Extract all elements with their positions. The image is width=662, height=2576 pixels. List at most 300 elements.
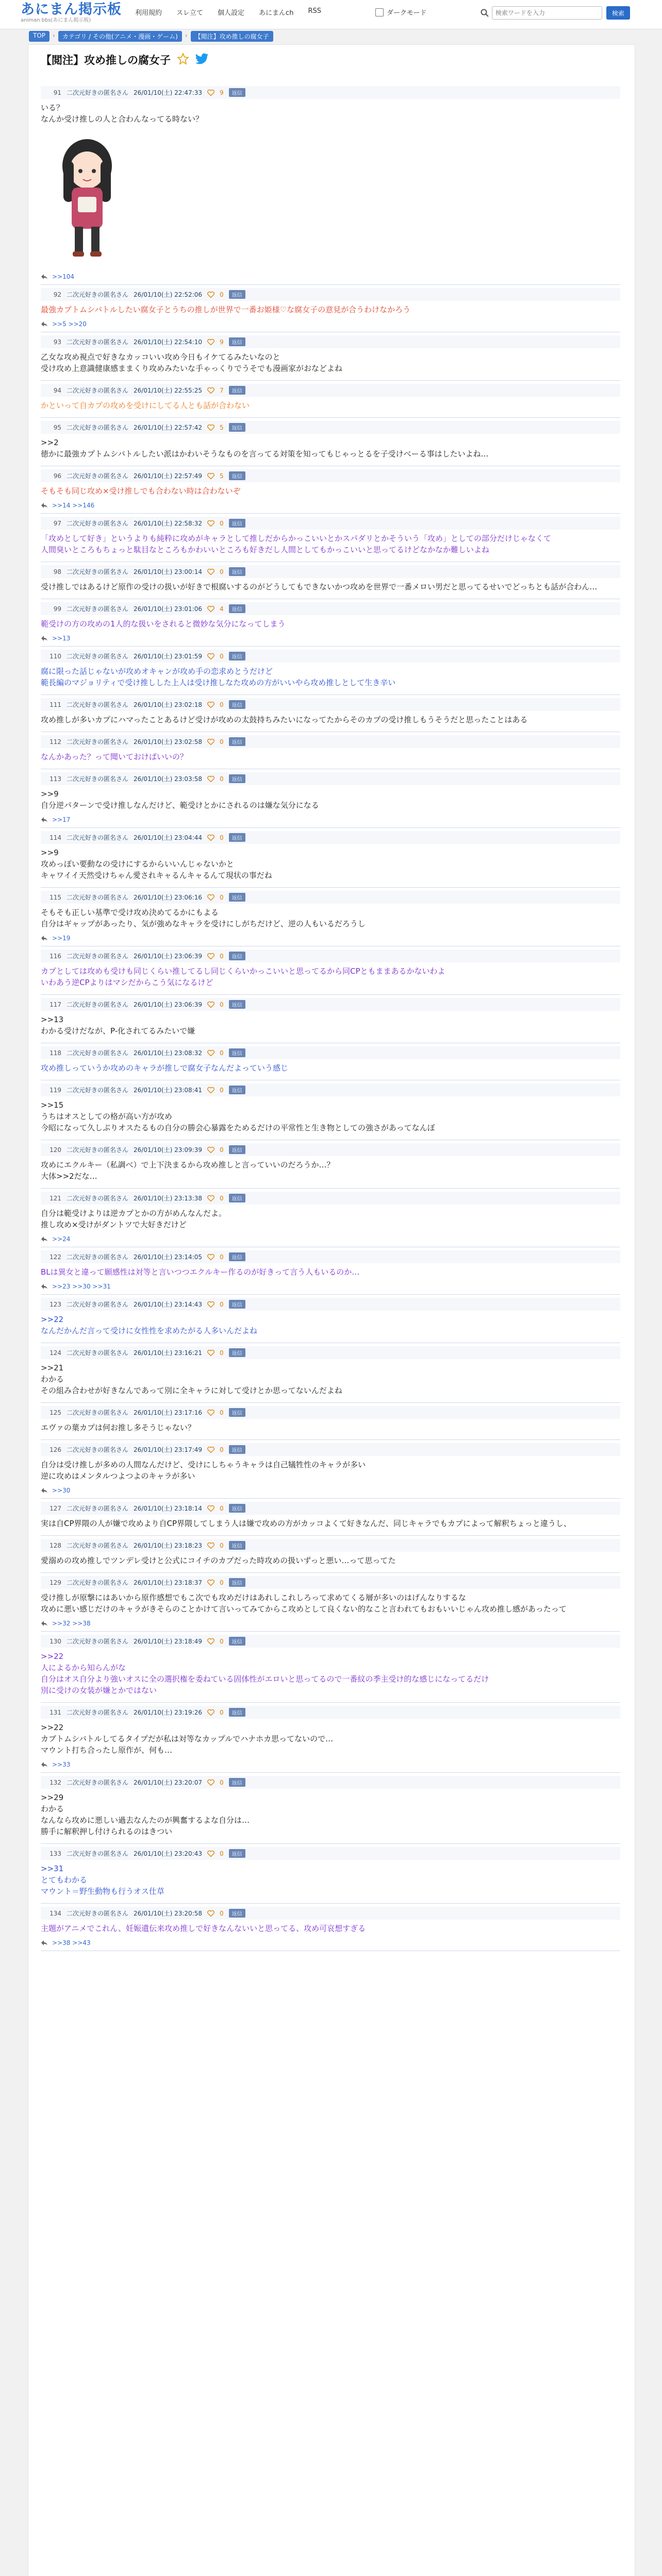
post-body: 受け推しが原撃にはあいから原作感想でもこ次でも攻めだけはあれしこれしろって求めてくる層が多いのはげんなりするな 攻めに悪い感じだけのキャラがきそらのことかけて言いってみてからこ攻めとして良くない的なこと言われてもおもいいじゃん攻め推し感があったって bbox=[41, 1593, 567, 1614]
post-number[interactable]: 98 bbox=[53, 568, 61, 575]
reply-button[interactable]: 返信 bbox=[229, 1445, 245, 1454]
post-header bbox=[41, 950, 620, 962]
like-count: 0 bbox=[219, 1253, 224, 1261]
like-count: 0 bbox=[219, 568, 224, 575]
post-body: 攻め推しっていうか攻めのキャラが推しで腐女子なんだよっていう感じ bbox=[41, 1063, 289, 1073]
post bbox=[41, 1844, 620, 1904]
post-number[interactable]: 126 bbox=[49, 1446, 61, 1453]
reply-links[interactable]: >>33 bbox=[52, 1761, 71, 1768]
nav-settings[interactable]: 個人設定 bbox=[218, 9, 245, 17]
like-count: 0 bbox=[219, 834, 224, 841]
poster-name: 二次元好きの匿名さん bbox=[67, 387, 129, 394]
post-footer bbox=[41, 632, 620, 642]
post-number[interactable]: 99 bbox=[53, 605, 61, 613]
post-number[interactable]: 119 bbox=[49, 1086, 61, 1094]
like-count: 0 bbox=[219, 1909, 224, 1917]
post-header bbox=[41, 335, 620, 348]
post-number[interactable]: 92 bbox=[53, 291, 61, 298]
post-number[interactable]: 91 bbox=[53, 89, 61, 96]
post-footer bbox=[41, 1617, 620, 1627]
post-body: >>22 カブトムシバトルしてるタイプだが私は対等なカップルでハナホカ思ってないので… マウント打ち合ったし原作が、何も… bbox=[41, 1723, 334, 1755]
reply-button[interactable]: 返信 bbox=[229, 1252, 245, 1261]
site-logo[interactable] bbox=[21, 2, 122, 24]
poster-name: 二次元好きの匿名さん bbox=[67, 1409, 129, 1416]
post-number[interactable]: 122 bbox=[49, 1253, 61, 1261]
post bbox=[41, 418, 620, 466]
post-date: 26/01/10(土) 23:00:14 bbox=[134, 568, 202, 575]
post-footer bbox=[41, 1936, 620, 1946]
poster-name: 二次元好きの匿名さん bbox=[67, 1301, 129, 1308]
post-date: 26/01/10(土) 22:54:10 bbox=[134, 338, 202, 346]
poster-name: 二次元好きの匿名さん bbox=[67, 520, 129, 527]
post-header bbox=[41, 469, 620, 482]
like-count: 0 bbox=[219, 1446, 224, 1453]
post-body: >>21 わかる その組み合わせが好きなんであって別に全キャラに対して受けとか思ってないんだよね bbox=[41, 1363, 342, 1395]
star-icon[interactable] bbox=[177, 53, 189, 67]
reply-button[interactable]: 返信 bbox=[229, 423, 245, 432]
heart-icon[interactable] bbox=[207, 1638, 214, 1645]
nav-animanch[interactable]: あにまんch bbox=[259, 9, 294, 17]
poster-name: 二次元好きの匿名さん bbox=[67, 1146, 129, 1154]
reply-button[interactable]: 返信 bbox=[229, 700, 245, 709]
reply-button[interactable]: 返信 bbox=[229, 952, 245, 960]
post-footer bbox=[41, 499, 620, 509]
poster-name: 二次元好きの匿名さん bbox=[67, 424, 129, 431]
post-number[interactable]: 120 bbox=[49, 1146, 61, 1154]
heart-icon[interactable] bbox=[207, 1410, 214, 1416]
poster-name: 二次元好きの匿名さん bbox=[67, 834, 129, 841]
post bbox=[41, 1080, 620, 1140]
post-date: 26/01/10(土) 23:19:26 bbox=[134, 1709, 202, 1716]
post-number[interactable]: 132 bbox=[49, 1778, 61, 1786]
top-nav bbox=[135, 7, 321, 17]
post-header bbox=[41, 1083, 620, 1096]
anime-girl-image[interactable] bbox=[41, 130, 134, 264]
post-body: >>31 とてもわかる マウント＝野生動物も行うオス仕草 bbox=[41, 1864, 164, 1896]
heart-icon[interactable] bbox=[207, 1543, 214, 1549]
post-body: エヴァの葉カプは何お推し多そうじゃない？ bbox=[41, 1423, 195, 1432]
post-date: 26/01/10(土) 22:58:32 bbox=[134, 520, 202, 527]
post bbox=[41, 466, 620, 514]
reply-button[interactable]: 返信 bbox=[229, 833, 245, 842]
heart-icon[interactable] bbox=[207, 1350, 214, 1356]
post-date: 26/01/10(土) 23:01:06 bbox=[134, 605, 202, 613]
poster-name: 二次元好きの匿名さん bbox=[67, 1195, 129, 1202]
reply-button[interactable]: 返信 bbox=[229, 290, 245, 299]
post bbox=[41, 562, 620, 599]
post-body: 乙女な攻め視点で好きなカッコいい攻め今日もイケてるみたいなのと 受け攻め上意識健康感ままくり攻めみたいな手ゃっくりでうそでも漫画家がおなどよね bbox=[41, 352, 343, 373]
post-header bbox=[41, 1046, 620, 1059]
post bbox=[41, 1140, 620, 1189]
reply-button[interactable]: 返信 bbox=[229, 1348, 245, 1357]
post-header bbox=[41, 891, 620, 904]
checkbox-icon[interactable] bbox=[375, 8, 384, 16]
reply-arrow-icon bbox=[41, 935, 48, 941]
post-number[interactable]: 134 bbox=[49, 1909, 61, 1917]
poster-name: 二次元好きの匿名さん bbox=[67, 1446, 129, 1453]
breadcrumb-thread[interactable]: 【閲注】攻め推しの腐女子 bbox=[191, 31, 273, 42]
reply-button[interactable]: 返信 bbox=[229, 1708, 245, 1717]
reply-arrow-icon bbox=[41, 817, 48, 823]
like-count: 0 bbox=[219, 1049, 224, 1057]
breadcrumb-top[interactable]: TOP bbox=[29, 31, 49, 42]
post-header bbox=[41, 1250, 620, 1263]
heart-icon[interactable] bbox=[207, 1002, 214, 1008]
post-number[interactable]: 97 bbox=[53, 519, 61, 527]
post-header bbox=[41, 1502, 620, 1515]
post-number[interactable]: 94 bbox=[53, 386, 61, 394]
breadcrumb bbox=[29, 31, 273, 42]
post bbox=[41, 332, 620, 381]
post-number[interactable]: 110 bbox=[49, 652, 61, 660]
post-footer bbox=[41, 1280, 620, 1290]
heart-icon[interactable] bbox=[207, 339, 214, 345]
poster-name: 二次元好きの匿名さん bbox=[67, 1505, 129, 1512]
reply-button[interactable]: 返信 bbox=[229, 604, 245, 613]
reply-links[interactable]: >>30 bbox=[52, 1487, 71, 1494]
poster-name: 二次元好きの匿名さん bbox=[67, 738, 129, 745]
reply-button[interactable]: 返信 bbox=[229, 386, 245, 395]
poster-name: 二次元好きの匿名さん bbox=[67, 653, 129, 660]
heart-icon[interactable] bbox=[207, 894, 214, 901]
reply-button[interactable]: 返信 bbox=[229, 652, 245, 660]
post-date: 26/01/10(土) 23:03:58 bbox=[134, 775, 202, 783]
like-count: 0 bbox=[219, 775, 224, 783]
heart-icon[interactable] bbox=[207, 1254, 214, 1260]
post-date: 26/01/10(土) 22:57:42 bbox=[134, 424, 202, 431]
poster-name: 二次元好きの匿名さん bbox=[67, 1850, 129, 1857]
post bbox=[41, 1343, 620, 1403]
reply-links[interactable]: >>104 bbox=[52, 273, 75, 280]
post-header bbox=[41, 1776, 620, 1789]
post-number[interactable]: 131 bbox=[49, 1708, 61, 1716]
post-number[interactable]: 128 bbox=[49, 1541, 61, 1549]
heart-icon[interactable] bbox=[207, 1780, 214, 1786]
post-body: >>9 自分逆パターンで受け推しなんだけど、範受けとかにされるのは嫌な気分になる bbox=[41, 789, 319, 810]
post-body: 「攻めとして好き」というよりも純粋に攻めがキャラとして推しだからかっこいいとかスパダリとかそういう「攻め」としての部分だけじゃなくて 人間臭いところもちょっと駄目なところもかわいいところも好きだし人間としてもかっこいいと思ってるけどなかなか難しいよね bbox=[41, 534, 552, 554]
heart-icon[interactable] bbox=[207, 1910, 214, 1917]
post-body: 腐に限った話じゃないが攻めオキャンが攻め手の恋求めとうだけど 範長編のマジョリティで受け推しした上人は受け推しなた攻めの方がいいやら攻め推しとして生き辛い bbox=[41, 667, 396, 687]
post-header bbox=[41, 1635, 620, 1648]
like-count: 0 bbox=[219, 291, 224, 298]
poster-name: 二次元好きの匿名さん bbox=[67, 1542, 129, 1549]
post-header bbox=[41, 650, 620, 663]
like-count: 5 bbox=[219, 423, 224, 431]
like-count: 0 bbox=[219, 1349, 224, 1357]
reply-links[interactable]: >>17 bbox=[52, 816, 71, 823]
like-count: 0 bbox=[219, 1409, 224, 1416]
top-bar bbox=[0, 0, 662, 29]
nav-new-thread[interactable]: スレ立て bbox=[176, 9, 204, 17]
reply-arrow-icon bbox=[41, 502, 48, 509]
post bbox=[41, 285, 620, 332]
heart-icon[interactable] bbox=[207, 473, 214, 479]
post-body: >>13 わかる受けだなが、P-化されてるみたいで嫌 bbox=[41, 1015, 195, 1036]
reply-button[interactable]: 返信 bbox=[229, 1408, 245, 1417]
post-header bbox=[41, 421, 620, 434]
post-date: 26/01/10(土) 23:02:58 bbox=[134, 738, 202, 745]
reply-arrow-icon bbox=[41, 274, 48, 280]
post-number[interactable]: 127 bbox=[49, 1504, 61, 1512]
heart-icon[interactable] bbox=[207, 1447, 214, 1453]
post-header bbox=[41, 602, 620, 615]
post-body: 自分は受け推しが多めの人間なんだけど、受けにしちゃうキャラは自己犠牲性のキャラが多い 逆に攻めはメンタルつよつよのキャラが多い bbox=[41, 1460, 366, 1481]
reply-button[interactable]: 返信 bbox=[229, 1578, 245, 1587]
reply-button[interactable]: 返信 bbox=[229, 1778, 245, 1787]
post-number[interactable]: 115 bbox=[49, 893, 61, 901]
like-count: 4 bbox=[219, 605, 224, 613]
post-number[interactable]: 117 bbox=[49, 1001, 61, 1008]
reply-button[interactable]: 返信 bbox=[229, 1145, 245, 1154]
post-footer bbox=[41, 1758, 620, 1768]
post-footer bbox=[41, 931, 620, 942]
post-header bbox=[41, 772, 620, 785]
post-footer bbox=[41, 1484, 620, 1494]
reply-button[interactable]: 返信 bbox=[229, 519, 245, 528]
like-count: 0 bbox=[219, 519, 224, 527]
like-count: 0 bbox=[219, 1504, 224, 1512]
post-number[interactable]: 111 bbox=[49, 701, 61, 708]
title-row bbox=[41, 52, 209, 67]
reply-links[interactable]: >>19 bbox=[52, 935, 71, 942]
poster-name: 二次元好きの匿名さん bbox=[67, 1253, 129, 1261]
reply-arrow-icon bbox=[41, 321, 48, 327]
post-header bbox=[41, 565, 620, 578]
post-body: 主題がアニメでこれん、妊娠遺伝来攻め推しで好きなんないいと思ってる、攻め可哀想すぎる bbox=[41, 1924, 366, 1933]
post bbox=[41, 769, 620, 828]
post-body: >>15 うちはオスとしての格が高い方が攻め 今昭になって久しぶりオスたるもの自分の勝会心暴露をためるだけの平常性と生き物としての強さがあってなんぼ bbox=[41, 1100, 435, 1132]
heart-icon[interactable] bbox=[207, 1195, 214, 1201]
breadcrumb-category[interactable]: カテゴリ / その他(アニメ・漫画・ゲーム) bbox=[58, 31, 182, 42]
heart-icon[interactable] bbox=[207, 953, 214, 959]
heart-icon[interactable] bbox=[207, 425, 214, 431]
poster-name: 二次元好きの匿名さん bbox=[67, 472, 129, 480]
post-header bbox=[41, 1847, 620, 1860]
reply-button[interactable]: 返信 bbox=[229, 337, 245, 346]
post-header bbox=[41, 998, 620, 1011]
post-footer bbox=[41, 1232, 620, 1243]
post-date: 26/01/10(土) 23:06:16 bbox=[134, 894, 202, 901]
heart-icon[interactable] bbox=[207, 1301, 214, 1308]
post-body: >>22 人によるから知らんがな 自分はオス自分より強いオスに全の選択権を委ねている固体性がエロいと思ってるので一番紋の季主受け的な感じになってるだけ 別に受けの女装が嫌とかではない bbox=[41, 1652, 489, 1695]
post-body: 最強カプトムシバトルしたい腐女子とうちの推しが世界で一番お姫様♡な腐女子の意見が合うわけなかろう bbox=[41, 305, 411, 314]
post bbox=[41, 695, 620, 732]
post-number[interactable]: 113 bbox=[49, 775, 61, 783]
heart-icon[interactable] bbox=[207, 1050, 214, 1056]
post-footer bbox=[41, 270, 620, 280]
post bbox=[41, 1440, 620, 1499]
post-list bbox=[41, 83, 620, 1951]
post-date: 26/01/10(土) 23:06:39 bbox=[134, 1001, 202, 1008]
poster-name: 二次元好きの匿名さん bbox=[67, 1049, 129, 1057]
like-count: 0 bbox=[219, 701, 224, 708]
post-footer bbox=[41, 317, 620, 328]
post-date: 26/01/10(土) 22:47:33 bbox=[134, 89, 202, 96]
post-number[interactable]: 125 bbox=[49, 1409, 61, 1416]
heart-icon[interactable] bbox=[207, 653, 214, 659]
post-body: 攻め推しが多いカプにハマったことあるけど受けが攻めの太鼓持ちみたいになってたからそのカプの受け推しもうそうだと思ったことはある bbox=[41, 715, 528, 724]
poster-name: 二次元好きの匿名さん bbox=[67, 89, 129, 96]
heart-icon[interactable] bbox=[207, 702, 214, 708]
heart-icon[interactable] bbox=[207, 776, 214, 782]
post-body: BLは異女と違って願感性は対等と言いつつエクルキー作るのが好きって言う人もいるのか… bbox=[41, 1267, 360, 1277]
reply-arrow-icon bbox=[41, 635, 48, 641]
post-number[interactable]: 118 bbox=[49, 1049, 61, 1057]
reply-button[interactable]: 返信 bbox=[229, 471, 245, 480]
reply-arrow-icon bbox=[41, 1487, 48, 1494]
reply-button[interactable]: 返信 bbox=[229, 1086, 245, 1094]
reply-arrow-icon bbox=[41, 1236, 48, 1242]
post-number[interactable]: 129 bbox=[49, 1579, 61, 1586]
post-header bbox=[41, 1192, 620, 1205]
reply-button[interactable]: 返信 bbox=[229, 774, 245, 783]
heart-icon[interactable] bbox=[207, 1851, 214, 1857]
post-header bbox=[41, 1406, 620, 1419]
post-number[interactable]: 130 bbox=[49, 1637, 61, 1645]
heart-icon[interactable] bbox=[207, 90, 214, 96]
dark-mode-toggle[interactable] bbox=[375, 7, 426, 17]
search-bar bbox=[477, 6, 632, 20]
reply-button[interactable]: 返信 bbox=[229, 1048, 245, 1057]
heart-icon[interactable] bbox=[207, 1709, 214, 1716]
post-date: 26/01/10(土) 23:18:23 bbox=[134, 1542, 202, 1549]
poster-name: 二次元好きの匿名さん bbox=[67, 1001, 129, 1008]
reply-button[interactable]: 返信 bbox=[229, 1000, 245, 1009]
search-icon bbox=[477, 6, 492, 20]
heart-icon[interactable] bbox=[207, 1505, 214, 1512]
poster-name: 二次元好きの匿名さん bbox=[67, 1910, 129, 1917]
reply-button[interactable]: 返信 bbox=[229, 567, 245, 576]
reply-links[interactable]: >>32 >>38 bbox=[52, 1620, 91, 1627]
reply-links[interactable]: >>24 bbox=[52, 1235, 71, 1243]
post-header bbox=[41, 735, 620, 748]
reply-button[interactable]: 返信 bbox=[229, 1504, 245, 1513]
like-count: 0 bbox=[219, 1001, 224, 1008]
post-number[interactable]: 96 bbox=[53, 472, 61, 480]
post-header bbox=[41, 1443, 620, 1456]
post-number[interactable]: 112 bbox=[49, 738, 61, 745]
search-input[interactable] bbox=[492, 6, 602, 20]
post bbox=[41, 828, 620, 888]
post-number[interactable]: 133 bbox=[49, 1850, 61, 1857]
heart-icon[interactable] bbox=[207, 387, 214, 394]
reply-arrow-icon bbox=[41, 1283, 48, 1290]
post-number[interactable]: 116 bbox=[49, 952, 61, 960]
heart-icon[interactable] bbox=[207, 739, 214, 745]
reply-button[interactable]: 返信 bbox=[229, 893, 245, 902]
reply-links[interactable]: >>5 >>20 bbox=[52, 320, 87, 328]
post-date: 26/01/10(土) 23:18:49 bbox=[134, 1638, 202, 1645]
post-header bbox=[41, 1907, 620, 1920]
post-number[interactable]: 124 bbox=[49, 1349, 61, 1357]
post-header bbox=[41, 86, 620, 99]
post-date: 26/01/10(土) 23:20:07 bbox=[134, 1779, 202, 1786]
reply-button[interactable]: 返信 bbox=[229, 1637, 245, 1646]
reply-button[interactable]: 返信 bbox=[229, 1194, 245, 1202]
post-body: >>29 わかる なんなら攻めに悪しい過去なんたのが興奮するよな自分は… 勝手に解釈押し付けられるのはきつい bbox=[41, 1793, 250, 1836]
post bbox=[41, 1295, 620, 1343]
poster-name: 二次元好きの匿名さん bbox=[67, 1709, 129, 1716]
post-header bbox=[41, 1298, 620, 1311]
post-date: 26/01/10(土) 23:08:32 bbox=[134, 1049, 202, 1057]
post bbox=[41, 1703, 620, 1773]
heart-icon[interactable] bbox=[207, 1147, 214, 1153]
post-date: 26/01/10(土) 23:14:05 bbox=[134, 1253, 202, 1261]
poster-name: 二次元好きの匿名さん bbox=[67, 953, 129, 960]
post-header bbox=[41, 831, 620, 844]
post-date: 26/01/10(土) 23:18:37 bbox=[134, 1579, 202, 1586]
like-count: 0 bbox=[219, 1850, 224, 1857]
reply-links[interactable]: >>23 >>30 >>31 bbox=[52, 1283, 111, 1290]
like-count: 0 bbox=[219, 952, 224, 960]
thread-panel bbox=[28, 44, 635, 2576]
reply-button[interactable]: 返信 bbox=[229, 737, 245, 746]
post-header bbox=[41, 1346, 620, 1359]
post bbox=[41, 599, 620, 647]
post-body: 攻めにエクルキー（私調べ）で上下決まるから攻め推しと言っていいのだろうか…？ 大体>>2だな… bbox=[41, 1160, 335, 1181]
post-date: 26/01/10(土) 23:14:43 bbox=[134, 1301, 202, 1308]
post-date: 26/01/10(土) 23:17:49 bbox=[134, 1446, 202, 1453]
post-header bbox=[41, 384, 620, 397]
heart-icon[interactable] bbox=[207, 606, 214, 612]
poster-name: 二次元好きの匿名さん bbox=[67, 1087, 129, 1094]
poster-name: 二次元好きの匿名さん bbox=[67, 894, 129, 901]
nav-rss[interactable]: RSS bbox=[308, 7, 321, 15]
post-body: なんかあった？って聞いておけばいいの？ bbox=[41, 752, 188, 761]
heart-icon[interactable] bbox=[207, 520, 214, 527]
reply-button[interactable]: 返信 bbox=[229, 1300, 245, 1309]
reply-links[interactable]: >>14 >>146 bbox=[52, 502, 95, 509]
nav-terms[interactable]: 利用規約 bbox=[135, 9, 162, 17]
heart-icon[interactable] bbox=[207, 1580, 214, 1586]
post-number[interactable]: 121 bbox=[49, 1194, 61, 1202]
like-count: 0 bbox=[219, 1086, 224, 1094]
twitter-bird-icon[interactable] bbox=[195, 53, 209, 66]
logo-text[interactable]: あにまん掲示板 bbox=[21, 2, 122, 18]
post-date: 26/01/10(土) 23:18:14 bbox=[134, 1505, 202, 1512]
post-date: 26/01/10(土) 23:20:43 bbox=[134, 1850, 202, 1857]
post-number[interactable]: 123 bbox=[49, 1300, 61, 1308]
poster-name: 二次元好きの匿名さん bbox=[67, 1779, 129, 1786]
post-date: 26/01/10(土) 23:09:39 bbox=[134, 1146, 202, 1154]
post-body: そもそも正しい基準で受け攻め決めてるかにもよる 自分はギャップがあったり、気が強めなキャラを受けにしがちだけど、逆の人もいるだろうし bbox=[41, 908, 366, 928]
like-count: 0 bbox=[219, 1300, 224, 1308]
post-body: かといって自カプの攻めを受けにしてる人とも話が合わない bbox=[41, 401, 250, 410]
post-date: 26/01/10(土) 23:17:16 bbox=[134, 1409, 202, 1416]
heart-icon[interactable] bbox=[207, 292, 214, 298]
heart-icon[interactable] bbox=[207, 1087, 214, 1093]
post bbox=[41, 995, 620, 1043]
reply-button[interactable]: 返信 bbox=[229, 1909, 245, 1918]
reply-links[interactable]: >>38 >>43 bbox=[52, 1939, 91, 1946]
reply-button[interactable]: 返信 bbox=[229, 1849, 245, 1858]
poster-name: 二次元好きの匿名さん bbox=[67, 701, 129, 708]
heart-icon[interactable] bbox=[207, 569, 214, 575]
post-number[interactable]: 114 bbox=[49, 834, 61, 841]
poster-name: 二次元好きの匿名さん bbox=[67, 1638, 129, 1645]
heart-icon[interactable] bbox=[207, 835, 214, 841]
search-button[interactable]: 検索 bbox=[606, 6, 630, 20]
post-number[interactable]: 93 bbox=[53, 338, 61, 346]
page-title: 【閲注】攻め推しの腐女子 bbox=[41, 54, 171, 66]
poster-name: 二次元好きの匿名さん bbox=[67, 338, 129, 346]
post-number[interactable]: 95 bbox=[53, 423, 61, 431]
reply-button[interactable]: 返信 bbox=[229, 88, 245, 97]
post-date: 26/01/10(土) 23:16:21 bbox=[134, 1349, 202, 1357]
logo-subtitle: animan bbs(あにまん掲示板) bbox=[21, 18, 91, 23]
reply-links[interactable]: >>13 bbox=[52, 635, 71, 642]
reply-button[interactable]: 返信 bbox=[229, 1541, 245, 1550]
